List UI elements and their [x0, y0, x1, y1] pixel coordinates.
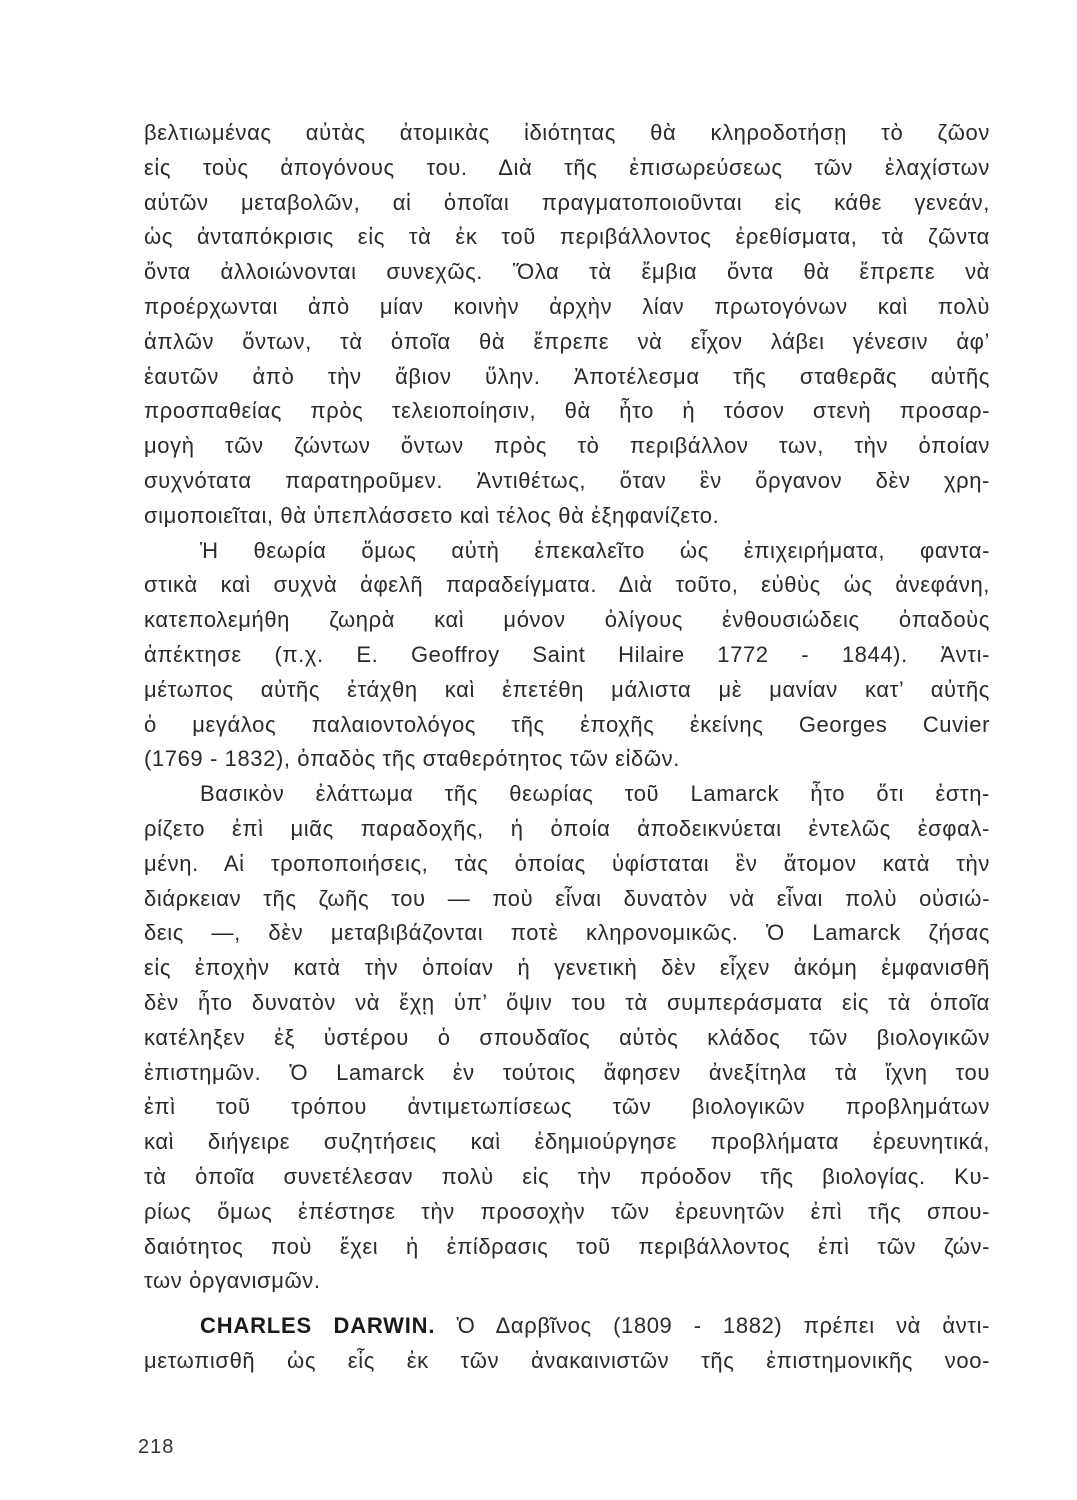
text-line: ἐπὶ τοῦ τρόπου ἀντιμετωπίσεως τῶν βιολογικῶν προβλημάτων — [144, 1094, 990, 1120]
text-line: δεις —, δὲν μεταβιβάζονται ποτὲ κληρονομικῶς. Ὁ Lamarck ζήσας — [144, 920, 990, 946]
text-line: βελτιωμένας αὐτὰς ἀτομικὰς ἰδιότητας θὰ κληροδοτήσῃ τὸ ζῶον — [144, 120, 990, 145]
paragraph-2 — [144, 534, 990, 778]
page-number: 218 — [138, 1436, 175, 1458]
text-line: δαιότητος ποὺ ἔχει ἡ ἐπίδρασις τοῦ περιβάλλοντος ἐπὶ τῶν ζών- — [144, 1233, 990, 1259]
text-line: μογὴ τῶν ζώντων ὄντων πρὸς τὸ περιβάλλον των, τὴν ὁποίαν — [144, 433, 990, 459]
text-line: εἰς ἐποχὴν κατὰ τὴν ὁποίαν ἡ γενετικὴ δὲν εἶχεν ἀκόμη ἐμφανισθῆ — [144, 955, 990, 981]
text-line: ὁ μεγάλος παλαιοντολόγος τῆς ἐποχῆς ἐκείνης Georges Cuvier — [144, 711, 990, 737]
text-line: στικὰ καὶ συχνὰ ἀφελῆ παραδείγματα. Διὰ τοῦτο, εὐθὺς ὡς ἀνεφάνη, — [144, 572, 990, 598]
text-line: ἀπέκτησε (π.χ. E. Geoffroy Saint Hilaire 1772 - 1844). Ἀντι- — [144, 641, 990, 667]
text-line: εἰς τοὺς ἀπογόνους του. Διὰ τῆς ἐπισωρεύσεως τῶν ἐλαχίστων — [144, 154, 990, 180]
text-line: προσπαθείας πρὸς τελειοποίησιν, θὰ ἦτο ἡ τόσον στενὴ προσαρ- — [144, 398, 990, 424]
text-line: σιμοποιεῖται, θὰ ὑπεπλάσσετο καὶ τέλος θὰ ἐξηφανίζετο. — [144, 502, 720, 528]
text-line: ὡς ἀνταπόκρισις εἰς τὰ ἐκ τοῦ περιβάλλοντος ἐρεθίσματα, τὰ ζῶντα — [144, 224, 990, 250]
text-line: ἐπιστημῶν. Ὁ Lamarck ἐν τούτοις ἄφησεν ἀνεξίτηλα τὰ ἴχνη του — [144, 1059, 990, 1085]
section-heading: CHARLES DARWIN. — [200, 1313, 436, 1339]
text-line: ρίως ὅμως ἐπέστησε τὴν προσοχὴν τῶν ἐρευνητῶν ἐπὶ τῆς σπου- — [144, 1198, 990, 1224]
section-heading-continuation: Ὁ Δαρβῖνος (1809 - 1882) πρέπει νὰ ἀντι- — [435, 1313, 990, 1339]
text-line: κατεπολεμήθη ζωηρὰ καὶ μόνον ὀλίγους ἐνθουσιώδεις ὀπαδοὺς — [144, 607, 990, 633]
text-line: Βασικὸν ἐλάττωμα τῆς θεωρίας τοῦ Lamarck ἦτο ὅτι ἐστη- — [200, 781, 990, 807]
text-line: μέτωπος αὐτῆς ἐτάχθη καὶ ἐπετέθη μάλιστα μὲ μανίαν κατ’ αὐτῆς — [144, 676, 990, 702]
text-line: ἁπλῶν ὄντων, τὰ ὁποῖα θὰ ἔπρεπε νὰ εἶχον λάβει γένεσιν ἀφ’ — [144, 328, 990, 354]
paragraph-gap — [144, 1299, 990, 1309]
text-line: τὰ ὁποῖα συνετέλεσαν πολὺ εἰς τὴν πρόοδον τῆς βιολογίας. Κυ- — [144, 1163, 990, 1189]
paragraph-4 — [144, 1309, 990, 1379]
text-line: μένη. Αἱ τροποποιήσεις, τὰς ὁποίας ὑφίσταται ἓν ἄτομον κατὰ τὴν — [144, 850, 990, 876]
body-text — [144, 116, 990, 1379]
paragraph-1 — [144, 116, 990, 534]
text-line: Ἡ θεωρία ὅμως αὐτὴ ἐπεκαλεῖτο ὡς ἐπιχειρήματα, φαντα- — [200, 537, 990, 563]
text-line: ρίζετο ἐπὶ μιᾶς παραδοχῆς, ἡ ὁποία ἀποδεικνύεται ἐντελῶς ἐσφαλ- — [144, 815, 990, 841]
text-line: συχνότατα παρατηροῦμεν. Ἀντιθέτως, ὅταν ἓν ὄργανον δὲν χρη- — [144, 467, 990, 493]
text-line: (1769 - 1832), ὀπαδὸς τῆς σταθερότητος τῶν εἰδῶν. — [144, 746, 680, 772]
text-line: των ὀργανισμῶν. — [144, 1268, 321, 1294]
text-line: αὐτῶν μεταβολῶν, αἱ ὁποῖαι πραγματοποιοῦνται εἰς κάθε γενεάν, — [144, 189, 990, 215]
text-line: μετωπισθῆ ὡς εἷς ἐκ τῶν ἀνακαινιστῶν τῆς ἐπιστημονικῆς νοο- — [144, 1347, 990, 1373]
text-line: ὄντα ἀλλοιώνονται συνεχῶς. Ὅλα τὰ ἔμβια ὄντα θὰ ἔπρεπε νὰ — [144, 259, 990, 285]
text-line: καὶ διήγειρε συζητήσεις καὶ ἐδημιούργησε προβλήματα ἐρευνητικά, — [144, 1129, 990, 1155]
text-line: κατέληξεν ἐξ ὑστέρου ὁ σπουδαῖος αὐτὸς κλάδος τῶν βιολογικῶν — [144, 1024, 990, 1050]
text-line: προέρχωνται ἀπὸ μίαν κοινὴν ἀρχὴν λίαν πρωτογόνων καὶ πολὺ — [144, 293, 990, 319]
text-line: ἑαυτῶν ἀπὸ τὴν ἄβιον ὕλην. Ἀποτέλεσμα τῆς σταθερᾶς αὐτῆς — [144, 363, 990, 389]
text-line: διάρκειαν τῆς ζωῆς του — ποὺ εἶναι δυνατὸν νὰ εἶναι πολὺ οὐσιώ- — [144, 885, 990, 911]
text-line — [144, 1309, 990, 1344]
text-line: δὲν ἦτο δυνατὸν νὰ ἔχῃ ὑπ’ ὄψιν του τὰ συμπεράσματα εἰς τὰ ὁποῖα — [144, 989, 990, 1015]
paragraph-3 — [144, 777, 990, 1299]
